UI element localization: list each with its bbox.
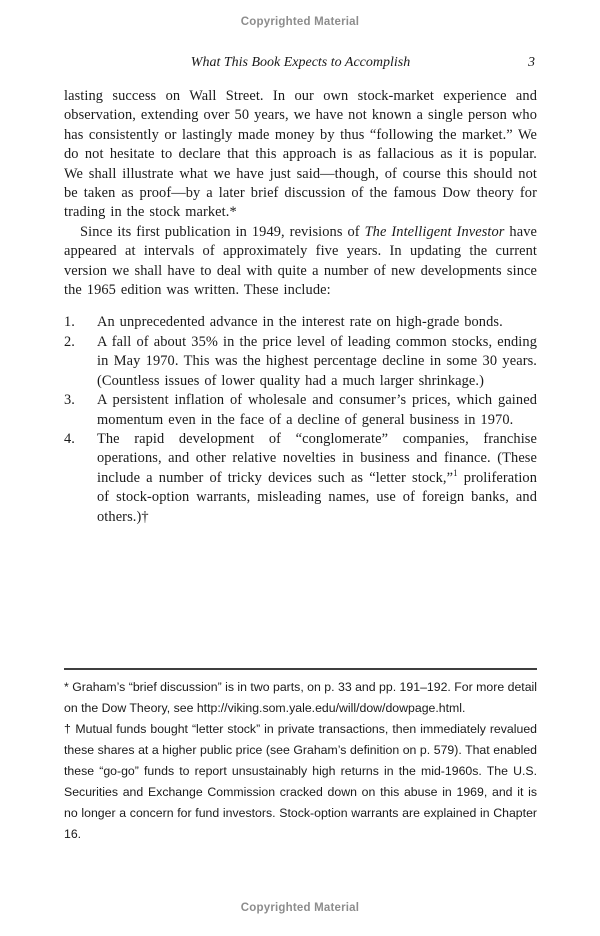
copyright-banner-bottom: Copyrighted Material bbox=[240, 902, 360, 914]
page-number: 3 bbox=[528, 55, 535, 70]
list-item-4-text-post: proliferation of stock-option warrants, misleading names, use of foreign banks, and others.)† bbox=[97, 469, 538, 525]
list-item-4 bbox=[64, 430, 537, 527]
list-item-4-number: 4. bbox=[64, 430, 75, 447]
list-item-3 bbox=[64, 391, 537, 430]
running-head bbox=[64, 55, 537, 71]
list-item-1 bbox=[64, 313, 537, 332]
numbered-list bbox=[64, 313, 537, 526]
chapter-title: What This Book Expects to Accomplish bbox=[190, 55, 411, 70]
list-item-1-number: 1. bbox=[64, 314, 75, 331]
footnote-star: * Graham’s “brief discussion” is in two parts, on p. 33 and pp. 191–192. For more detail on the Dow Theory, see http://viking.som.yale.edu/will/dow/dowpage.html. bbox=[64, 680, 537, 715]
list-item-2-text: A fall of about 35% in the price level of leading common stocks, ending in May 1970. This was the highest percentage decline in some 30 years. (Countless issues of lower quality had a much larger shrinkage.) bbox=[97, 333, 537, 389]
list-item-4-text bbox=[97, 430, 537, 527]
paragraph-1: lasting success on Wall Street. In our own stock-market experience and observation, extending over 50 years, we have not known a single person who has consistently or lastingly made money by thus “following the market.” We do not hesitate to declare that this approach is as fallacious as it is popular. We shall illustrate what we have just said—though, of course this should not be taken as proof—by a later brief discussion of the famous Dow theory for trading in the stock market.* bbox=[64, 88, 537, 221]
list-item-3-text: A persistent inflation of wholesale and consumer’s prices, which gained momentum even in the face of a decline of general business in 1970. bbox=[97, 392, 537, 428]
copyright-banner-top: Copyrighted Material bbox=[240, 16, 360, 28]
book-title-italic: The Intelligent Investor bbox=[364, 223, 505, 240]
footnote-divider-rule bbox=[64, 668, 537, 670]
footnote-dagger: † Mutual funds bought “letter stock” in private transactions, then immediately revalued these shares at a higher public price (see Graham’s definition on p. 579). That enabled these “go-go” funds to report unsustainably high returns in the mid-1960s. The U.S. Securities and Exchange Commission cracked down on this abuse in 1969, and it is no longer a concern for fund investors. Stock-option warrants are explained in Chapter 16. bbox=[64, 722, 537, 841]
paragraph-2-pre: Since its first publication in 1949, revisions of bbox=[80, 223, 365, 240]
list-item-2-number: 2. bbox=[64, 333, 75, 350]
paragraph-2 bbox=[64, 223, 537, 301]
body-text-column bbox=[64, 87, 537, 527]
footnotes-block bbox=[64, 677, 537, 845]
list-item-1-text: An unprecedented advance in the interest rate on high-grade bonds. bbox=[97, 314, 503, 331]
list-item-4-text-pre: The rapid development of “conglomerate” companies, franchise operations, and other relative novelties in business and finance. (These include a number of tricky devices such as “letter stock,” bbox=[97, 430, 537, 486]
footnote-reference-1: 1 bbox=[453, 467, 458, 478]
list-item-3-number: 3. bbox=[64, 392, 75, 409]
paragraph-2-post: have appeared at intervals of approximately five years. In updating the current version we shall have to deal with quite a number of new developments since the 1965 edition was written. These include: bbox=[64, 223, 537, 299]
list-item-2 bbox=[64, 333, 537, 391]
